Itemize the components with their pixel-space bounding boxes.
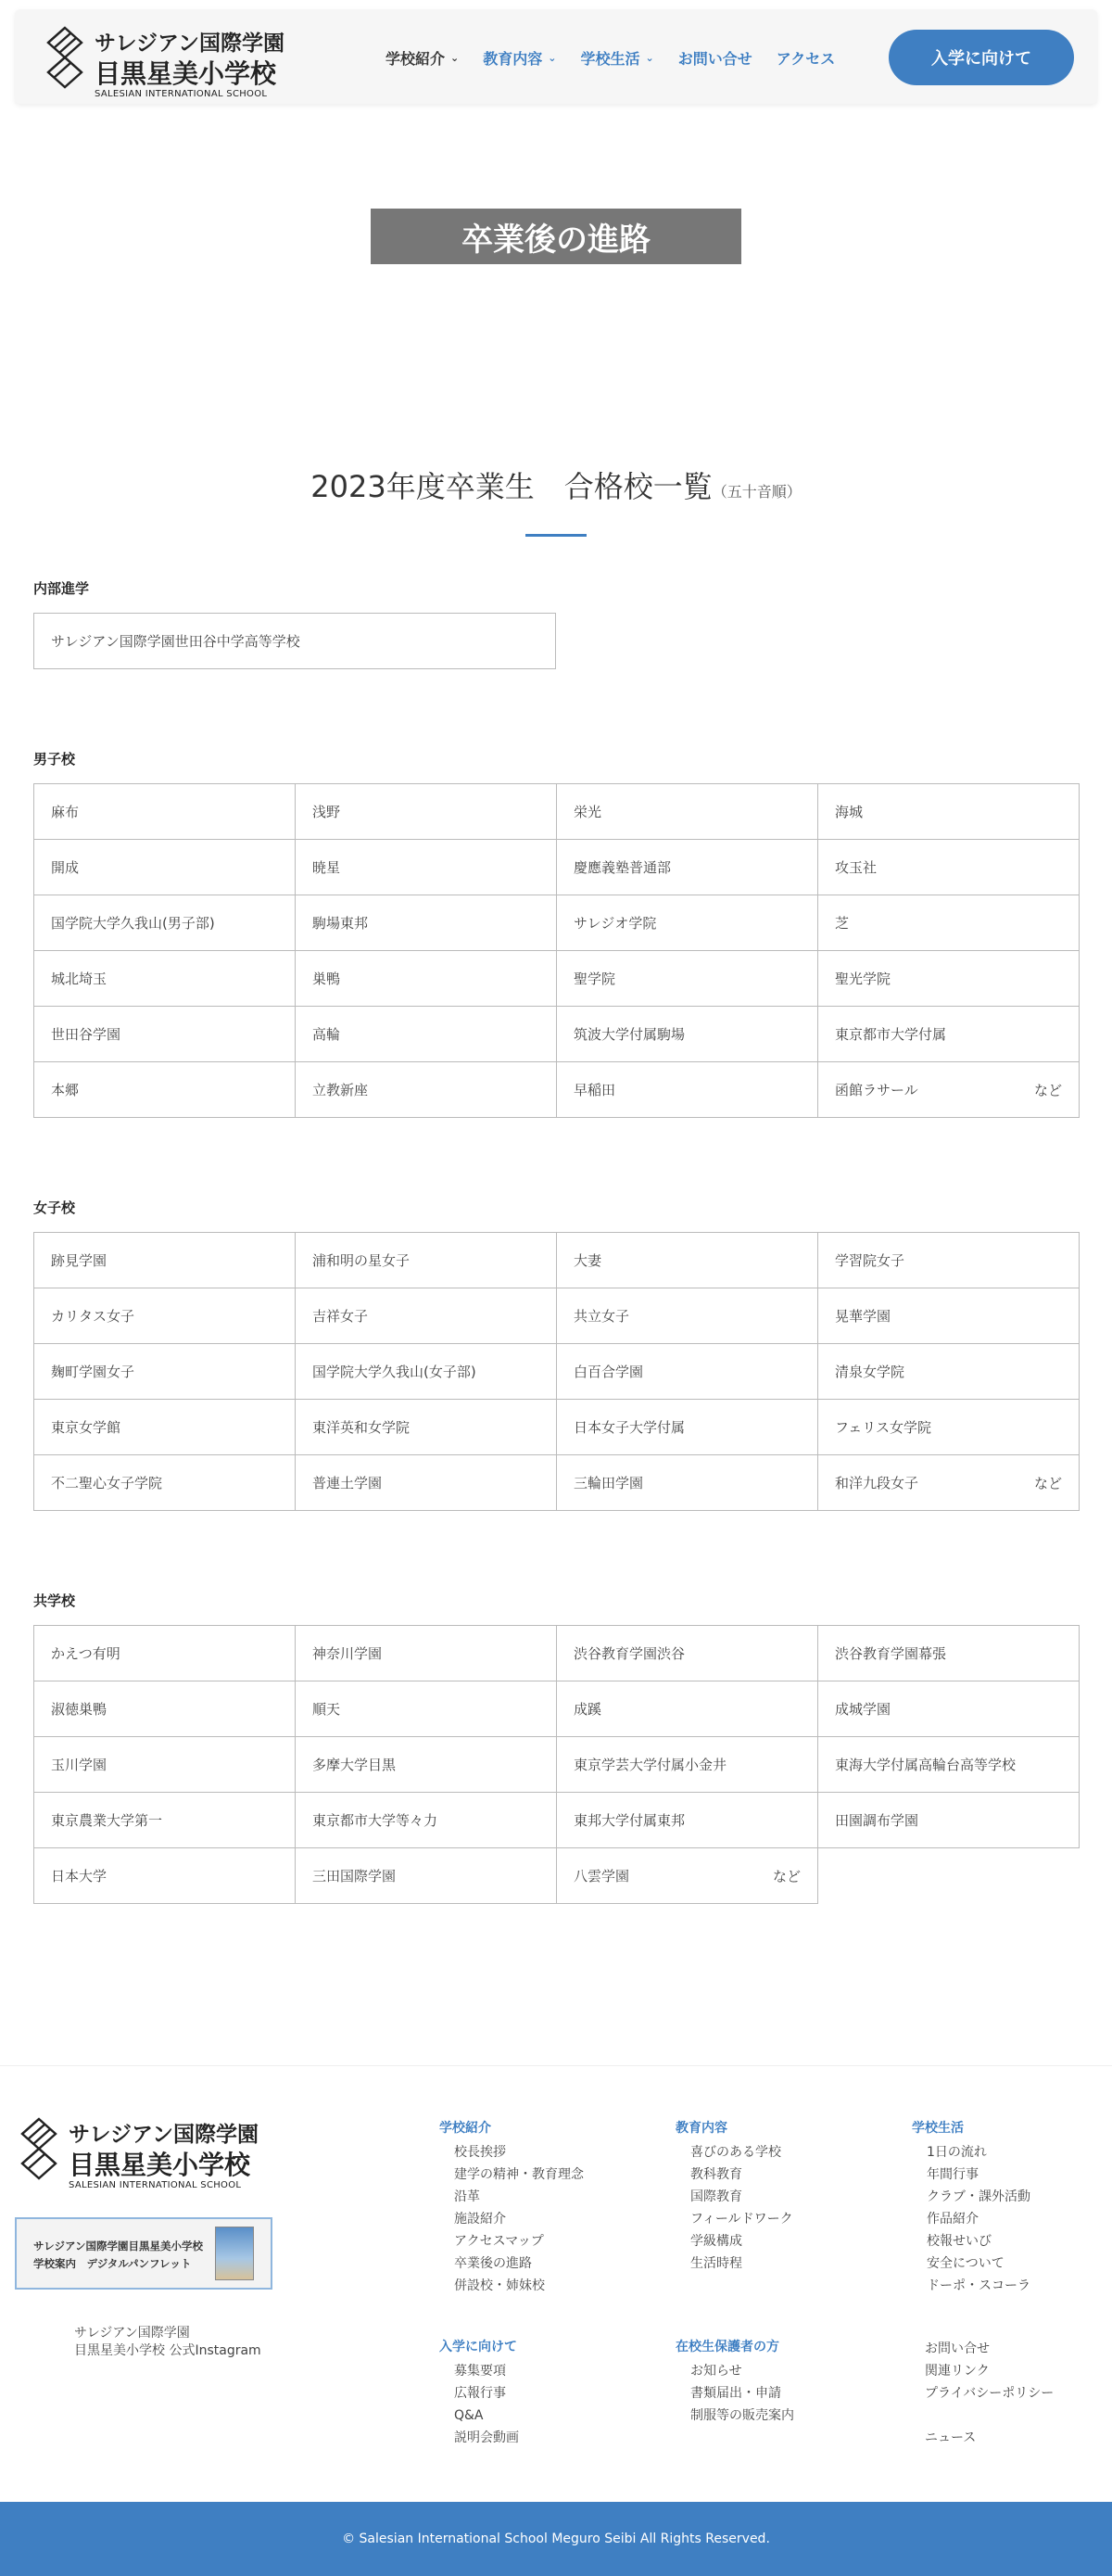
footer-link[interactable]: 施設紹介 [454, 2212, 506, 2227]
school-name: 日本女子大学付属 [574, 1419, 686, 1436]
table-row [34, 895, 1080, 951]
page-title: 卒業後の進路 [371, 209, 741, 264]
footer-link[interactable]: 1日の流れ [927, 2145, 987, 2160]
school-name: 学習院女子 [835, 1252, 905, 1269]
school-name: 不二聖心女子学院 [51, 1475, 163, 1491]
school-name: 立教新座 [312, 1082, 369, 1098]
school-cell [818, 1681, 1080, 1737]
school-name: 吉祥女子 [312, 1308, 369, 1325]
school-name: カリタス女子 [51, 1308, 135, 1325]
table-row [34, 1626, 1080, 1681]
internal-label: 内部進学 [33, 580, 90, 597]
etc-label: など [772, 1868, 801, 1884]
school-cell [296, 1062, 557, 1118]
school-name: 筑波大学付属駒場 [574, 1026, 686, 1043]
footer-link[interactable]: 学級構成 [690, 2234, 742, 2249]
school-name: 淑徳巣鴨 [51, 1701, 107, 1718]
school-cell [557, 1400, 818, 1455]
school-cell [34, 1400, 296, 1455]
internal-school: サレジアン国際学園世田谷中学高等学校 [33, 613, 556, 669]
school-name: 共立女子 [574, 1308, 630, 1325]
school-name: かえつ有明 [51, 1645, 120, 1662]
school-cell [34, 840, 296, 895]
footer-col-education [676, 2117, 793, 2275]
footer-logo[interactable] [15, 2113, 259, 2197]
footer-link[interactable]: ドーポ・スコーラ [927, 2278, 1030, 2293]
admission-cta-button[interactable]: 入学に向けて [889, 30, 1074, 85]
school-name: 高輪 [312, 1026, 341, 1043]
chevron-down-icon: ⌄ [450, 51, 460, 64]
site-header [15, 9, 1097, 104]
coed-schools-table [33, 1625, 1080, 1904]
school-name: 聖光学院 [835, 971, 891, 987]
school-cell [557, 1737, 818, 1793]
girls-label: 女子校 [33, 1199, 76, 1216]
school-cell [34, 1737, 296, 1793]
footer-link[interactable]: 書類届出・申請 [690, 2386, 781, 2401]
footer-link[interactable]: Q&A [454, 2408, 484, 2423]
school-cell [818, 840, 1080, 895]
empty-cell [818, 1848, 1080, 1904]
chevron-down-icon: ⌄ [548, 51, 557, 64]
chevron-down-icon: ⌄ [645, 51, 654, 64]
table-row [34, 1848, 1080, 1904]
school-cell [34, 895, 296, 951]
school-name: 大妻 [574, 1252, 602, 1269]
school-name: 東洋英和女学院 [312, 1419, 411, 1436]
school-name: 早稲田 [574, 1082, 616, 1098]
school-cell [557, 895, 818, 951]
school-cell [818, 895, 1080, 951]
table-row [34, 1288, 1080, 1344]
school-name: フェリス女学院 [835, 1419, 931, 1436]
section-heading [0, 463, 1112, 506]
school-name: 成城学園 [835, 1701, 891, 1718]
school-cell [557, 1007, 818, 1062]
school-cell [296, 1455, 557, 1511]
school-cell [296, 1793, 557, 1848]
logo-line1: サレジアン国際学園 [95, 32, 285, 56]
school-cell [557, 784, 818, 840]
school-cell [296, 1626, 557, 1681]
footer-logo-line1: サレジアン国際学園 [69, 2123, 259, 2147]
school-cell [557, 1233, 818, 1288]
school-name: 神奈川学園 [312, 1645, 383, 1662]
etc-label: など [1033, 1082, 1062, 1098]
footer-link[interactable]: 年間行事 [927, 2167, 979, 2182]
school-name: 浅野 [312, 804, 341, 820]
footer-link[interactable]: 作品紹介 [927, 2212, 979, 2227]
footer-link[interactable]: 併設校・姉妹校 [454, 2278, 545, 2293]
table-row [34, 1233, 1080, 1288]
logo-mark-icon [41, 26, 89, 89]
school-cell [818, 1007, 1080, 1062]
coed-label: 共学校 [33, 1593, 76, 1609]
school-name: 白百合学園 [574, 1364, 644, 1380]
footer-link[interactable]: ニュース [925, 2430, 977, 2445]
copyright-bar: © Salesian International School Meguro Seibi All Rights Reserved. [0, 2502, 1112, 2576]
school-cell [296, 840, 557, 895]
school-name: 東邦大学付属東邦 [574, 1812, 686, 1829]
boys-schools-table [33, 783, 1080, 1118]
school-cell [34, 951, 296, 1007]
footer-link[interactable]: 校報せいび [927, 2234, 992, 2249]
school-cell [557, 840, 818, 895]
school-name: 東京都市大学付属 [835, 1026, 947, 1043]
footer-col-school-life [912, 2117, 1030, 2297]
nav-contact[interactable] [678, 47, 752, 69]
pamphlet-line2: 学校案内 デジタルパンフレット [33, 2257, 192, 2270]
school-name: 本郷 [51, 1082, 80, 1098]
footer-link[interactable]: 制服等の販売案内 [690, 2408, 794, 2423]
school-cell [296, 1848, 557, 1904]
table-row [34, 1681, 1080, 1737]
school-name: 晃華学園 [835, 1308, 891, 1325]
footer-link[interactable]: お知らせ [690, 2364, 742, 2379]
school-cell [296, 1007, 557, 1062]
school-cell [557, 1793, 818, 1848]
school-cell [818, 1626, 1080, 1681]
table-row [34, 951, 1080, 1007]
school-cell [296, 1681, 557, 1737]
main-nav [385, 46, 835, 69]
table-row [34, 1062, 1080, 1118]
school-cell [557, 1848, 818, 1904]
section-heading-main: 2023年度卒業生 合格校一覧 [310, 469, 713, 504]
school-cell [818, 1062, 1080, 1118]
school-name: 三田国際学園 [312, 1868, 397, 1884]
footer-link[interactable]: フィールドワーク [690, 2212, 793, 2227]
school-name: 東京農業大学第一 [51, 1812, 163, 1829]
school-cell [34, 1848, 296, 1904]
logo-line3: SALESIAN INTERNATIONAL SCHOOL [95, 89, 268, 99]
school-name: 東京女学館 [51, 1419, 121, 1436]
nav-access-label: アクセス [776, 49, 836, 68]
footer-link[interactable]: お問い合せ [925, 2341, 990, 2356]
footer-link[interactable]: 生活時程 [690, 2256, 742, 2271]
table-row [34, 784, 1080, 840]
table-row [34, 1455, 1080, 1511]
table-row [34, 1007, 1080, 1062]
footer-heading[interactable]: 学校紹介 [439, 2121, 491, 2136]
school-name: 三輪田学園 [574, 1475, 644, 1491]
school-name: 普連土学園 [312, 1475, 383, 1491]
footer-link[interactable]: 教科教育 [690, 2167, 742, 2182]
heading-underline [525, 534, 587, 537]
school-cell [34, 1233, 296, 1288]
pamphlet-cover-image [215, 2227, 254, 2280]
school-name: 浦和明の星女子 [312, 1252, 411, 1269]
footer-link[interactable]: 関連リンク [925, 2364, 990, 2379]
school-name: 麹町学園女子 [51, 1364, 135, 1380]
school-cell [557, 951, 818, 1007]
school-name: 国学院大学久我山(女子部) [312, 1364, 476, 1380]
school-cell [818, 1737, 1080, 1793]
school-cell [557, 1455, 818, 1511]
school-name: 巣鴨 [312, 971, 341, 987]
nav-contact-label: お問い合せ [677, 49, 752, 68]
school-name: 渋谷教育学園幕張 [835, 1645, 947, 1662]
footer-logo-line3: SALESIAN INTERNATIONAL SCHOOL [69, 2180, 242, 2190]
school-name: 東京都市大学等々力 [312, 1812, 438, 1829]
nav-education[interactable] [483, 47, 556, 69]
school-cell [296, 1288, 557, 1344]
school-cell [557, 1626, 818, 1681]
school-name: 聖学院 [574, 971, 616, 987]
boys-label: 男子校 [33, 751, 76, 768]
footer-logo-line2: 目黒星美小学校 [69, 2150, 251, 2180]
school-name: サレジオ学院 [574, 915, 657, 932]
school-cell [557, 1681, 818, 1737]
school-name: 東京学芸大学付属小金井 [574, 1757, 727, 1773]
section-heading-note: （五十音順） [712, 483, 802, 501]
nav-about[interactable] [385, 47, 459, 69]
school-cell [296, 895, 557, 951]
school-name: 田園調布学園 [835, 1812, 919, 1829]
school-cell [34, 1793, 296, 1848]
table-row [34, 1737, 1080, 1793]
school-cell [818, 1288, 1080, 1344]
site-logo[interactable] [41, 19, 291, 104]
school-cell [557, 1062, 818, 1118]
school-cell [34, 1344, 296, 1400]
school-name: 多摩大学目黒 [312, 1757, 397, 1773]
school-name: 清泉女学院 [835, 1364, 905, 1380]
school-name: 麻布 [51, 804, 80, 820]
footer-col-misc [925, 2338, 1054, 2449]
footer-spacer [925, 2405, 1054, 2427]
footer-link[interactable]: 沿革 [454, 2189, 480, 2204]
school-cell [34, 1455, 296, 1511]
school-cell [34, 1288, 296, 1344]
instagram-line2: 目黒星美小学校 公式Instagram [74, 2343, 261, 2358]
school-name: 順天 [312, 1701, 341, 1718]
footer-link[interactable]: プライバシーポリシー [925, 2386, 1055, 2401]
school-name: 城北埼玉 [51, 971, 107, 987]
school-cell [296, 1344, 557, 1400]
digital-pamphlet-banner[interactable] [15, 2217, 272, 2290]
school-name: 世田谷学園 [51, 1026, 121, 1043]
table-row [34, 1400, 1080, 1455]
footer-link[interactable]: 卒業後の進路 [454, 2256, 532, 2271]
school-cell [34, 1626, 296, 1681]
school-cell [818, 1400, 1080, 1455]
logo-mark-icon [15, 2117, 63, 2180]
nav-school-life-label: 学校生活 [580, 49, 640, 68]
school-cell [818, 951, 1080, 1007]
school-cell [34, 1681, 296, 1737]
nav-school-life[interactable] [580, 47, 653, 69]
nav-access[interactable] [777, 47, 836, 69]
school-cell [818, 1233, 1080, 1288]
footer-link[interactable]: 喜びのある学校 [690, 2145, 781, 2160]
school-name: 開成 [51, 859, 80, 876]
footer-link[interactable]: 募集要項 [454, 2364, 506, 2379]
footer-col-admission [439, 2336, 519, 2449]
school-name: 海城 [835, 804, 864, 820]
school-name: 玉川学園 [51, 1757, 107, 1773]
school-cell [34, 1062, 296, 1118]
footer-col-about [439, 2117, 584, 2297]
school-cell [818, 784, 1080, 840]
footer-link[interactable]: クラブ・課外活動 [927, 2189, 1030, 2204]
school-name: 駒場東邦 [312, 915, 369, 932]
footer-link[interactable]: 国際教育 [690, 2189, 742, 2204]
school-name: 日本大学 [51, 1868, 107, 1884]
footer-heading[interactable]: 教育内容 [676, 2121, 727, 2136]
pamphlet-line1: サレジアン国際学園目黒星美小学校 [33, 2240, 204, 2252]
school-cell [557, 1344, 818, 1400]
school-cell [818, 1344, 1080, 1400]
footer-col-parents [676, 2336, 794, 2427]
footer-heading[interactable]: 学校生活 [912, 2121, 964, 2136]
school-name: 暁星 [312, 859, 341, 876]
table-row [34, 1344, 1080, 1400]
school-cell [818, 1455, 1080, 1511]
girls-schools-table [33, 1232, 1080, 1511]
footer-heading[interactable]: 在校生保護者の方 [676, 2340, 779, 2354]
footer-divider [0, 2065, 1112, 2066]
table-row [34, 840, 1080, 895]
school-cell [34, 1007, 296, 1062]
instagram-link[interactable] [74, 2325, 261, 2360]
footer-link[interactable]: 説明会動画 [454, 2430, 519, 2445]
school-cell [296, 951, 557, 1007]
school-name: 渋谷教育学園渋谷 [574, 1645, 686, 1662]
school-cell [296, 1737, 557, 1793]
school-name: 和洋九段女子 [835, 1475, 919, 1491]
school-name: 成蹊 [574, 1701, 602, 1718]
table-row [34, 1793, 1080, 1848]
school-cell [296, 784, 557, 840]
footer-heading[interactable]: 入学に向けて [439, 2340, 517, 2354]
school-cell [818, 1793, 1080, 1848]
school-cell [296, 1233, 557, 1288]
school-cell [557, 1288, 818, 1344]
footer-link[interactable]: 安全について [927, 2256, 1005, 2271]
school-name: 国学院大学久我山(男子部) [51, 915, 215, 932]
nav-about-label: 学校紹介 [385, 49, 446, 68]
footer-link[interactable]: 建学の精神・教育理念 [454, 2167, 584, 2182]
school-name: 八雲学園 [574, 1868, 630, 1884]
school-name: 跡見学園 [51, 1252, 107, 1269]
school-name: 芝 [835, 915, 850, 932]
school-name: 函館ラサール [835, 1082, 918, 1098]
nav-education-label: 教育内容 [483, 49, 543, 68]
footer-link[interactable]: 広報行事 [454, 2386, 506, 2401]
school-name: 慶應義塾普通部 [574, 859, 672, 876]
etc-label: など [1033, 1475, 1062, 1491]
footer-link[interactable]: アクセスマップ [454, 2234, 544, 2249]
school-cell [296, 1400, 557, 1455]
logo-line2: 目黒星美小学校 [95, 58, 277, 89]
school-cell [34, 784, 296, 840]
school-name: 攻玉社 [835, 859, 878, 876]
school-name: 栄光 [574, 804, 602, 820]
instagram-line1: サレジアン国際学園 [74, 2326, 190, 2341]
footer-link[interactable]: 校長挨拶 [454, 2145, 506, 2160]
school-name: 東海大学付属高輪台高等学校 [835, 1757, 1017, 1773]
